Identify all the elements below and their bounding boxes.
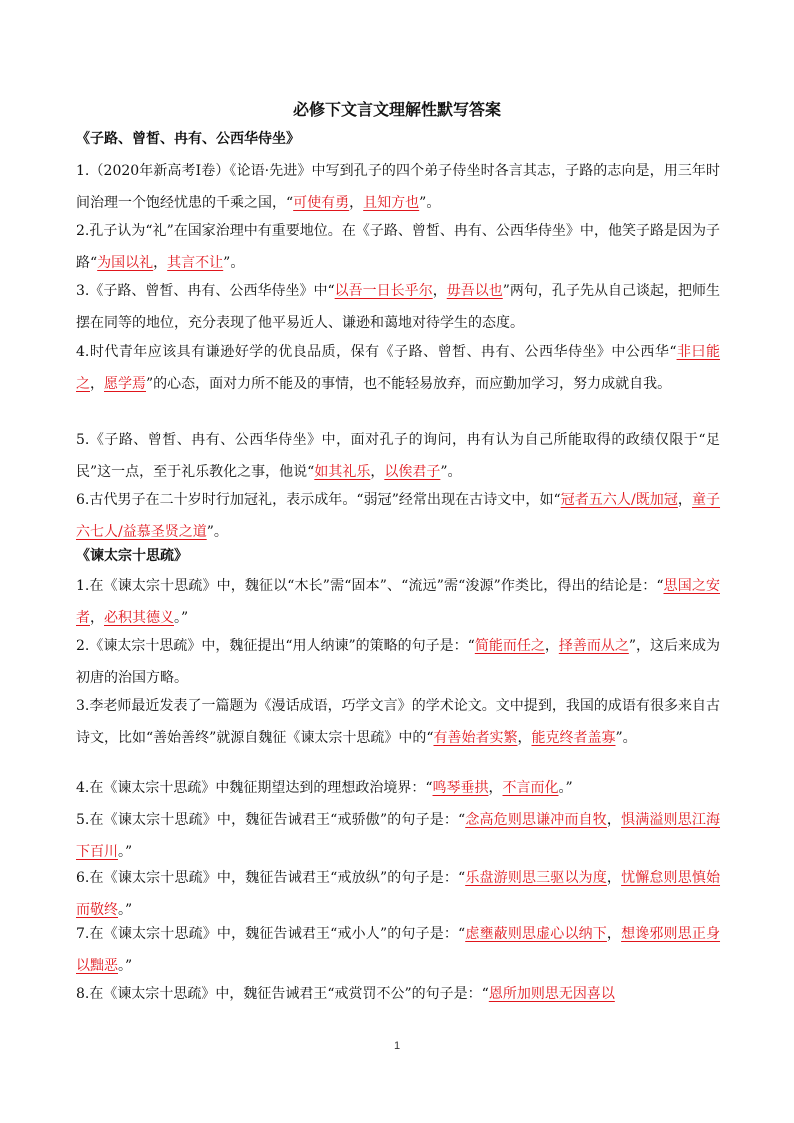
question-text: 3.《子路、曾皙、冉有、公西华侍坐》中“ [76, 283, 335, 299]
question-2-8 [76, 978, 720, 1010]
question-text: 1.（2020年新高考Ⅰ卷）《论语·先进》中写到孔子的四个弟子侍坐时各言其志，子路的志向是，用三年时间治理一个饱经忧患的千乘之国，“ [76, 163, 720, 211]
answer-blank-2: 惧满溢则思江海下百川 [76, 812, 721, 860]
answer-separator: ， [606, 926, 622, 942]
page-title: 必修下文言文理解性默写答案 [292, 100, 501, 119]
question-1-6 [76, 484, 720, 548]
answer-blank-1: 如其礼乐 [314, 464, 371, 480]
question-text-end: ”。 [206, 524, 228, 540]
question-2-7 [76, 918, 720, 982]
question-text: 7.在《谏太宗十思疏》中，魏征告诫君王“戒小人”的句子是：“ [76, 926, 466, 942]
question-text: 4.在《谏太宗十思疏》中魏征期望达到的理想政治境界：“ [76, 780, 433, 796]
answer-blank-1: 冠者五六人/既加冠 [560, 492, 678, 508]
answer-blank-2: 忧懈怠则思慎始而敬终 [76, 870, 721, 918]
question-text: 1.在《谏太宗十思疏》中，魏征以“木长”需“固本”、“流远”需“浚源”作类比，得出的结论是：“ [76, 578, 664, 594]
answer-blank-1: 恩所加则思无因喜以 [488, 986, 615, 1002]
answer-separator: ， [349, 195, 364, 211]
answer-separator: ， [153, 255, 168, 271]
question-text-end: ”两句，孔子先从自己谈起，把师生摆在同等的地位，充分表现了他平易近人、谦逊和蔼地对待学生的态度。 [76, 283, 721, 331]
answer-blank-1: 为国以礼 [97, 255, 154, 271]
answer-separator: ， [677, 492, 692, 508]
answer-blank-1: 非曰能之 [76, 344, 721, 392]
answer-blank-2: 不言而化 [502, 780, 559, 796]
question-text: 2.《谏太宗十思疏》中，魏征提出“用人纳谏”的策略的句子是：“ [76, 638, 475, 654]
question-text: 6.在《谏太宗十思疏》中，魏征告诫君王“戒放纵”的句子是：“ [76, 870, 466, 886]
question-text-end: ”，这后来成为初唐的治国方略。 [76, 638, 720, 686]
answer-separator: ， [517, 730, 532, 746]
answer-blank-2: 想谗邪则思正身以黜恶 [76, 926, 721, 974]
question-text: 5.《子路、曾皙、冉有、公西华侍坐》中，面对孔子的询问，冉有认为自己所能取得的政绩仅限于“足民”这一点，至于礼乐教化之事，他说“ [76, 432, 720, 480]
answer-separator: ， [606, 870, 622, 886]
answer-separator: ， [90, 376, 104, 392]
question-text-end: 。” [174, 610, 189, 626]
question-text: 4.时代青年应该具有谦逊好学的优良品质，保有《子路、曾皙、冉有、公西华侍坐》中公西华“ [76, 344, 677, 360]
answer-blank-2: 且知方也 [363, 195, 420, 211]
question-2-6 [76, 862, 720, 926]
answer-blank-1: 乐盘游则思三驱以为度 [465, 870, 607, 886]
question-2-1 [76, 570, 720, 634]
question-text-end: 。” [118, 844, 133, 860]
answer-separator: ， [606, 812, 622, 828]
question-1-3 [76, 275, 720, 339]
question-text: 5.在《谏太宗十思疏》中，魏征告诫君王“戒骄傲”的句子是：“ [76, 812, 466, 828]
page-number: 1 [393, 1040, 401, 1052]
answer-blank-2: 其言不让 [167, 255, 224, 271]
question-text: 6.古代男子在二十岁时行加冠礼，表示成年。“弱冠”经常出现在古诗文中，如“ [76, 492, 561, 508]
answer-blank-1: 思国之安者 [76, 578, 720, 626]
answer-blank-2: 择善而从之 [558, 638, 629, 654]
question-1-4 [76, 336, 720, 400]
question-text-end: 。” [118, 902, 133, 918]
answer-blank-2: 童子六七人/益慕圣贤之道 [76, 492, 721, 540]
question-text-end: ”。 [440, 464, 462, 480]
question-1-1 [76, 155, 720, 219]
question-text: 8.在《谏太宗十思疏》中，魏征告诫君王“戒赏罚不公”的句子是：“ [76, 986, 489, 1002]
answer-blank-2: 必积其德义 [104, 610, 174, 626]
question-text-end: 。” [558, 780, 573, 796]
answer-blank-1: 以吾一日长乎尔 [334, 283, 433, 299]
answer-separator: ， [544, 638, 559, 654]
answer-blank-1: 简能而任之 [474, 638, 545, 654]
question-1-5 [76, 424, 720, 488]
answer-blank-2: 能克终者盖寡 [531, 730, 616, 746]
answer-blank-2: 毋吾以也 [446, 283, 503, 299]
answer-blank-2: 愿学焉 [104, 376, 146, 392]
question-text-end: ”。 [419, 195, 441, 211]
question-text-end: 。” [118, 958, 133, 974]
question-text: 3.李老师最近发表了一篇题为《漫话成语，巧学文言》的学术论文。文中提到，我国的成语有很多来自古诗文，比如“善始善终”就源自魏征《谏太宗十思疏》中的“ [76, 698, 720, 746]
question-text: 2.孔子认为“礼”在国家治理中有重要地位。在《子路、曾皙、冉有、公西华侍坐》中，他笑子路是因为子路“ [76, 223, 720, 271]
question-text-end: ”。 [615, 730, 637, 746]
question-1-2 [76, 215, 720, 279]
question-2-3 [76, 690, 720, 754]
answer-blank-2: 以俟君子 [384, 464, 441, 480]
question-2-2 [76, 630, 720, 694]
answer-separator: ， [90, 610, 104, 626]
question-2-4 [76, 772, 720, 804]
question-text-end: ”。 [223, 255, 245, 271]
answer-blank-1: 可使有勇 [293, 195, 350, 211]
answer-blank-1: 有善始者实繁 [433, 730, 518, 746]
answer-blank-1: 鸣琴垂拱 [432, 780, 489, 796]
answer-blank-1: 念高危则思谦冲而自牧 [465, 812, 607, 828]
section-heading-zilu: 《子路、曾皙、冉有、公西华侍坐》 [76, 131, 300, 147]
answer-separator: ， [432, 283, 447, 299]
answer-blank-1: 虑壅蔽则思虚心以纳下 [465, 926, 607, 942]
answer-separator: ， [488, 780, 503, 796]
question-text-end: ”的心态，面对力所不能及的事情，也不能轻易放弃，而应勤加学习，努力成就自我。 [146, 376, 672, 392]
answer-separator: ， [370, 464, 385, 480]
section-heading-jiantaizong: 《谏太宗十思疏》 [76, 548, 188, 564]
question-2-5 [76, 804, 720, 868]
